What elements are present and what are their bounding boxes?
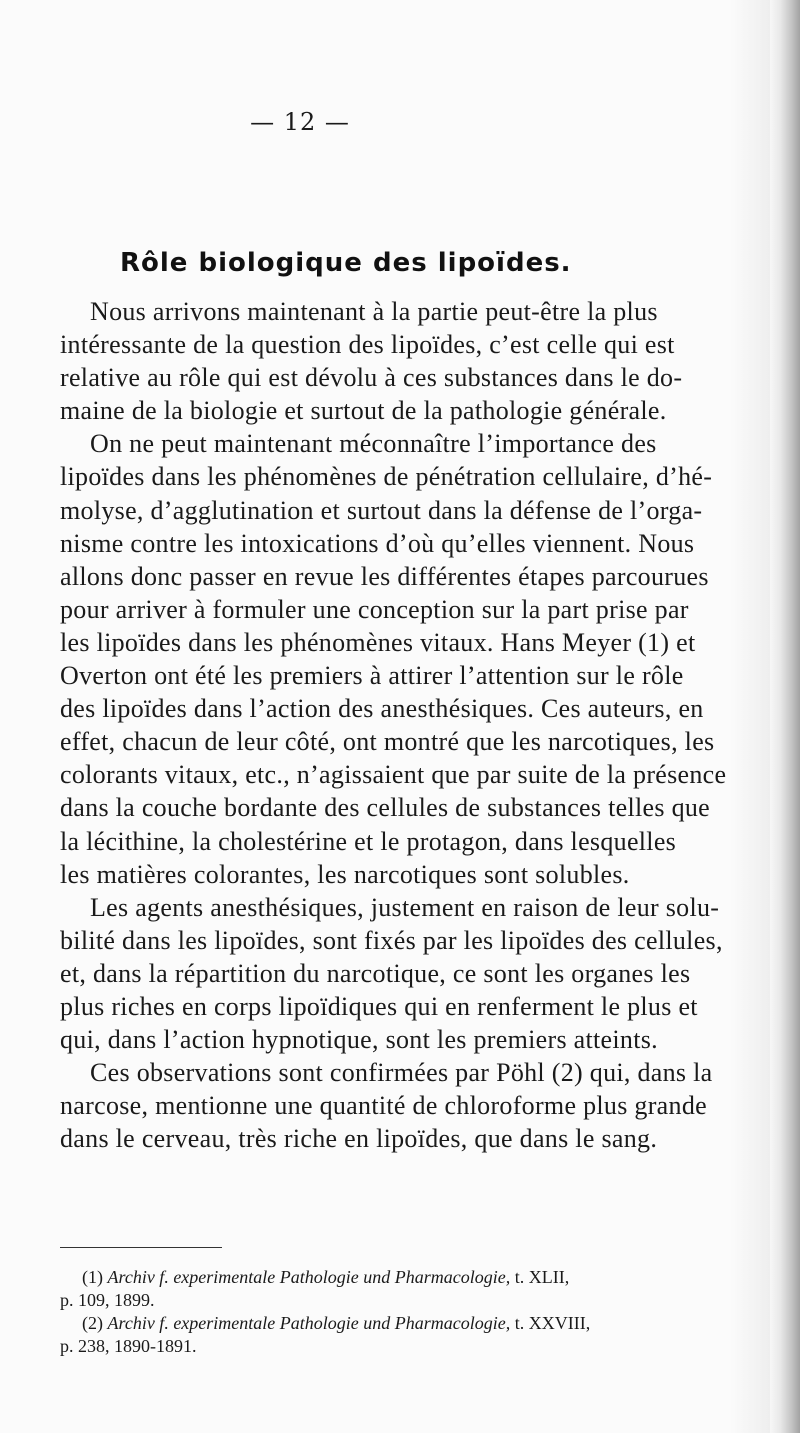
footnote-1-continuation: p. 109, 1899. — [60, 1290, 155, 1310]
footnote-2 — [60, 1312, 780, 1335]
body-line: la lécithine, la cholestérine et le protagon, dans lesquelles — [60, 826, 677, 856]
body-line: On ne peut maintenant méconnaître l’importance des — [90, 429, 657, 459]
body-line: dans le cerveau, très riche en lipoïdes, que dans le sang. — [60, 1124, 658, 1154]
body-line: Les agents anesthésiques, justement en raison de leur solu- — [90, 892, 720, 922]
footnote-1-journal: Archiv f. experimentale Pathologie und Pharmacologie, — [107, 1267, 511, 1287]
body-line: Overton ont été les premiers à attirer l’attention sur le rôle — [60, 661, 684, 691]
body-line: les lipoïdes dans les phénomènes vitaux. Hans Meyer (1) et — [60, 627, 696, 657]
footnote-2-number: (2) — [82, 1313, 103, 1333]
footnote-2-journal: Archiv f. experimentale Pathologie und Pharmacologie, — [107, 1313, 511, 1333]
body-line: allons donc passer en revue les différentes étapes parcourues — [60, 561, 709, 591]
body-line: narcose, mentionne une quantité de chloroforme plus grande — [60, 1091, 707, 1121]
body-line: bilité dans les lipoïdes, sont fixés par les lipoïdes des cellules, — [60, 925, 723, 955]
body-line: molyse, d’agglutination et surtout dans la défense de l’orga- — [60, 495, 703, 525]
body-line: pour arriver à formuler une conception sur la part prise par — [60, 594, 689, 624]
body-line: Ces observations sont confirmées par Pöhl (2) qui, dans la — [90, 1058, 713, 1088]
body-line: les matières colorantes, les narcotiques sont solubles. — [60, 859, 630, 889]
body-text — [60, 295, 780, 1155]
section-heading: Rôle biologique des lipoïdes. — [120, 248, 572, 278]
footnote-separator — [60, 1247, 222, 1248]
body-line: plus riches en corps lipoïdiques qui en renferment le plus et — [60, 991, 698, 1021]
footnote-1 — [60, 1266, 780, 1289]
body-line: Nous arrivons maintenant à la partie peut-être la plus — [90, 297, 658, 326]
body-line: des lipoïdes dans l’action des anesthésiques. Ces auteurs, en — [60, 694, 704, 724]
page-number: — 12 — — [250, 108, 350, 136]
body-line: colorants vitaux, etc., n’agissaient que par suite de la présence — [60, 760, 727, 790]
body-line: lipoïdes dans les phénomènes de pénétration cellulaire, d’hé- — [60, 462, 713, 492]
body-line: qui, dans l’action hypnotique, sont les premiers atteints. — [60, 1025, 658, 1055]
footnote-2-continuation: p. 238, 1890-1891. — [60, 1336, 197, 1356]
body-line: et, dans la répartition du narcotique, ce sont les organes les — [60, 958, 691, 988]
body-line: nisme contre les intoxications d’où qu’elles viennent. Nous — [60, 528, 695, 558]
footnote-2-volume: t. XXVIII, — [510, 1313, 591, 1333]
footnote-1-number: (1) — [82, 1267, 103, 1287]
body-line: dans la couche bordante des cellules de substances telles que — [60, 793, 711, 823]
footnote-1-volume: t. XLII, — [510, 1267, 570, 1287]
body-line: maine de la biologie et surtout de la pathologie générale. — [60, 396, 667, 426]
footnotes — [60, 1266, 780, 1358]
body-line: effet, chacun de leur côté, ont montré que les narcotiques, les — [60, 727, 715, 757]
body-line: intéressante de la question des lipoïdes, c’est celle qui est — [60, 330, 675, 360]
body-line: relative au rôle qui est dévolu à ces substances dans le do- — [60, 363, 683, 393]
